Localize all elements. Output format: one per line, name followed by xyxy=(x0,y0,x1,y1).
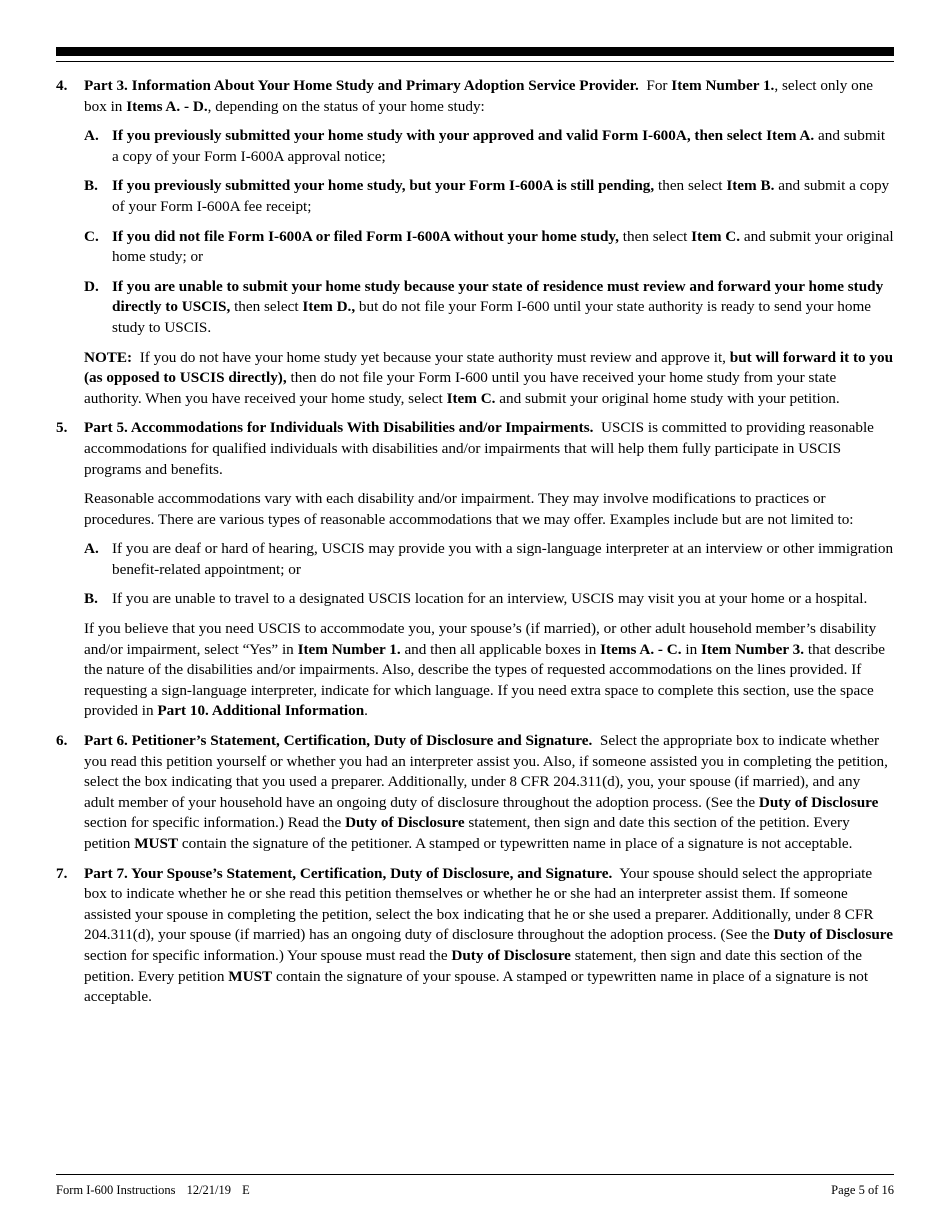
sub-item-d xyxy=(84,277,894,339)
item-5-para-3 xyxy=(84,619,894,722)
item-number: 7. xyxy=(56,864,68,882)
sub-letter: A. xyxy=(84,540,99,558)
bold-text: Duty of Disclosure xyxy=(773,926,894,944)
bold-text: MUST xyxy=(134,835,179,852)
sub-letter: B. xyxy=(84,590,98,608)
item-5 xyxy=(56,418,894,722)
text: section for specific information.) Your spouse must read the xyxy=(84,946,448,964)
bold-text: Duty of Disclosure xyxy=(451,946,571,964)
text: contain the signature of your spouse. A stamped or typewritten name in place of a signature is not acceptable. xyxy=(84,967,869,1006)
sub-letter: A. xyxy=(84,127,99,145)
text: , depending on the status of your home study: xyxy=(207,97,485,115)
header-rule-thick xyxy=(56,47,894,56)
footer-rule xyxy=(56,1174,894,1175)
item-5-intro xyxy=(84,418,894,480)
item-4 xyxy=(56,76,894,409)
text: USCIS is committed to providing reasonable accommodations for qualified individuals with disabilities and/or impairments that will help them fully participate in USCIS programs and benefits. xyxy=(84,419,874,478)
item-ref: Part 10. Additional Information xyxy=(157,702,365,720)
bold-text: Duty of Disclosure xyxy=(758,793,879,811)
text: contain the signature of the petitioner. A stamped or typewritten name in place of a signature is not acceptable. xyxy=(181,835,853,852)
text: If you are unable to travel to a designated USCIS location for an interview, USCIS may visit you at your home or a hospital. xyxy=(112,590,868,608)
item-ref: Item C. xyxy=(691,227,741,245)
footer-page-number: Page 5 of 16 xyxy=(831,1183,894,1197)
text: but do not file your Form I-600 until your state authority is ready to send your home study to USCIS. xyxy=(112,298,871,336)
text: and then all applicable boxes in xyxy=(404,640,597,658)
sub-item-c xyxy=(84,227,894,268)
text: and submit a copy of your Form I-600A approval notice; xyxy=(112,127,886,165)
text: in xyxy=(685,640,698,658)
item-heading: Part 3. Information About Your Home Study and Primary Adoption Service Provider. xyxy=(84,77,639,94)
bold-text: MUST xyxy=(228,967,273,985)
text: . xyxy=(364,702,368,720)
item-ref: Item Number 1. xyxy=(671,77,775,94)
text: If you believe that you need USCIS to accommodate you, your spouse’s (if married), or other adult household member’s disability and/or impairment, select “Yes” in xyxy=(84,620,877,658)
footer-form-info xyxy=(56,1183,258,1198)
footer-date: 12/21/19 xyxy=(186,1183,232,1197)
bold-text: but will forward it to you (as opposed to USCIS directly), xyxy=(84,348,894,387)
sub-item-a xyxy=(84,539,894,580)
item-heading: Part 5. Accommodations for Individuals With Disabilities and/or Impairments. xyxy=(84,419,594,437)
item-ref: Item Number 3. xyxy=(700,640,805,658)
item-6-text xyxy=(84,731,894,855)
item-ref: Items A. - D. xyxy=(126,97,208,115)
item-heading: Part 7. Your Spouse’s Statement, Certification, Duty of Disclosure, and Signature. xyxy=(84,864,613,882)
bold-text: If you did not file Form I-600A or filed Form I-600A without your home study, xyxy=(112,227,619,245)
text: section for specific information.) Read the xyxy=(84,814,342,832)
item-4-intro xyxy=(84,76,894,117)
text: and submit a copy of your Form I-600A fee receipt; xyxy=(112,177,890,215)
instructions-body xyxy=(56,76,894,1017)
item-number: 4. xyxy=(56,77,68,94)
text: then select xyxy=(658,177,723,195)
text: then select xyxy=(622,227,688,245)
footer-edition: E xyxy=(242,1183,250,1197)
item-ref: Item Number 1. xyxy=(297,640,401,658)
item-7 xyxy=(56,864,894,1008)
text: that describe the nature of the disabilities and/or impairments. Also, describe the types of requested accommodations on the lines provided. If requesting a sign-language interpreter, indicate for which language. If you need extra space to complete this section, use the space provided in xyxy=(84,640,886,720)
item-ref: Items A. - C. xyxy=(600,640,682,658)
item-heading: Part 6. Petitioner’s Statement, Certification, Duty of Disclosure and Signature. xyxy=(84,732,593,750)
item-ref: Item D., xyxy=(302,298,356,316)
bold-text: If you are unable to submit your home study because your state of residence must review and forward your home study directly to USCIS, xyxy=(112,277,884,316)
text: Select the appropriate box to indicate whether you read this petition yourself or whether you had an interpreter assist you. Also, if someone assisted you in completing the petition, select the box indicating that you used a preparer. Additionally, under 8 CFR 204.311(d), you, your spouse (if married), and any adult member of your household have an ongoing duty of disclosure throughout the adoption process. (See the xyxy=(84,732,888,811)
item-number: 6. xyxy=(56,732,68,750)
item-number: 5. xyxy=(56,419,68,437)
sub-item-b xyxy=(84,176,894,217)
bold-text: Duty of Disclosure xyxy=(345,814,465,832)
text: If you do not have your home study yet because your state authority must review and approve it, xyxy=(139,348,726,366)
sub-letter: B. xyxy=(84,177,98,195)
text: , select only one box in xyxy=(84,77,874,115)
item-ref: Item B. xyxy=(726,177,775,195)
text: and submit your original home study; or xyxy=(112,227,894,266)
text: Your spouse should select the appropriate box to indicate whether he or she read this petition themselves or whether he or she had an interpreter assist them. If someone assisted your spouse in completing the petition, select the box indicating that he or she used a preparer. Additionally, under 8 CFR 204.311(d), your spouse (if married) has an ongoing duty of disclosure throughout the adoption process. (See the xyxy=(84,864,874,944)
item-6 xyxy=(56,731,894,855)
sub-letter: C. xyxy=(84,227,99,245)
sub-item-a xyxy=(84,126,894,167)
item-ref: Item C. xyxy=(446,389,496,407)
bold-text: If you previously submitted your home study, but your Form I-600A is still pending, xyxy=(112,177,655,195)
bold-text: If you previously submitted your home study with your approved and valid Form I-600A, then select Item A. xyxy=(112,127,815,145)
note xyxy=(84,348,894,410)
text: then select xyxy=(234,298,299,316)
text: If you are deaf or hard of hearing, USCIS may provide you with a sign-language interpreter at an interview or other immigration benefit-related appointment; or xyxy=(112,540,894,578)
text: and submit your original home study with your petition. xyxy=(499,389,840,407)
item-5-para-2: Reasonable accommodations vary with each disability and/or impairment. They may involve modifications to practices or procedures. There are various types of reasonable accommodations that we may offer. Examples include but are not limited to: xyxy=(84,490,854,528)
item-7-text xyxy=(84,864,894,1008)
sub-item-b xyxy=(84,589,894,610)
text: For xyxy=(646,77,668,94)
footer-form-name: Form I-600 Instructions xyxy=(56,1183,176,1197)
text: statement, then sign and date this section of the petition. Every petition xyxy=(84,946,862,985)
text: statement, then sign and date this section of the petition. Every petition xyxy=(84,814,850,852)
text: then do not file your Form I-600 until you have received your home study from your state authority. When you have received your home study, select xyxy=(84,369,837,407)
sub-letter: D. xyxy=(84,277,99,295)
header-rule-thin xyxy=(56,61,894,62)
note-label: NOTE: xyxy=(84,348,133,366)
